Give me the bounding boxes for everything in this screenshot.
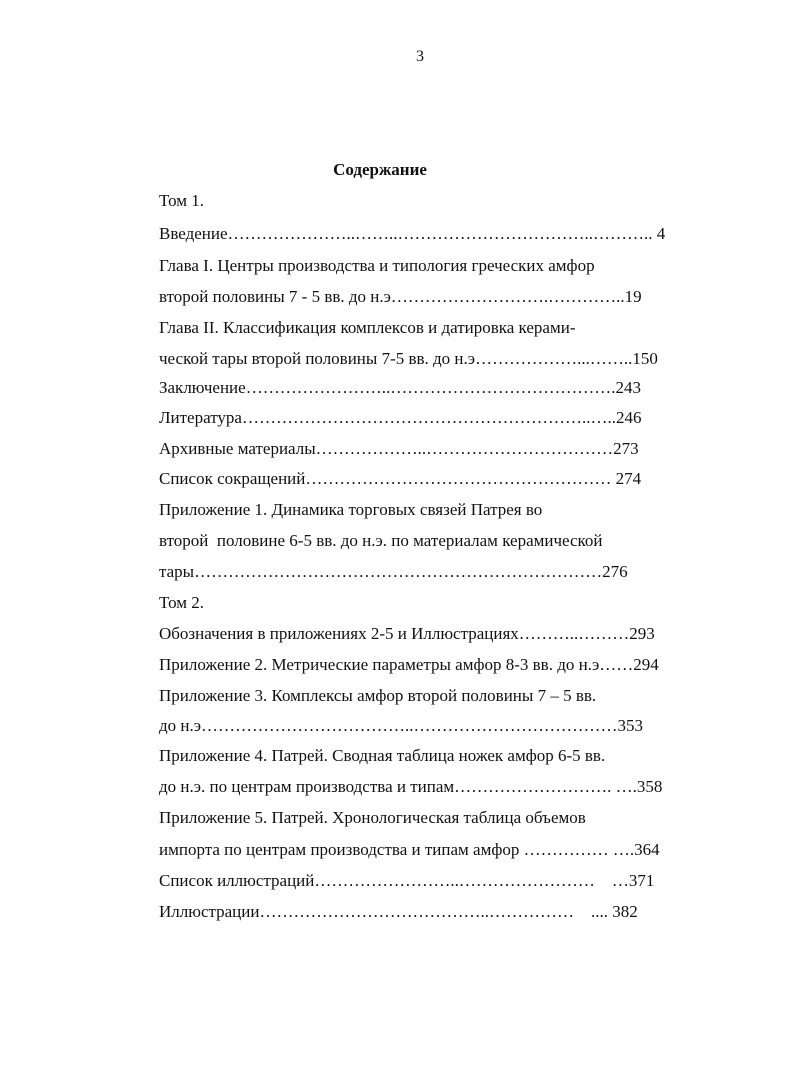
page-number: 3: [416, 48, 424, 65]
toc-entry: Архивные материалы………………..……………………………273: [159, 439, 639, 458]
toc-entry: Литература……………………………………………………..…..246: [159, 408, 642, 427]
toc-entry: Приложение 1. Динамика торговых связей Патрея во: [159, 500, 543, 519]
toc-entry: Заключение……………………..………………………………….243: [159, 378, 641, 397]
toc-entry: Введение…………………..……..……………………………..……….. 4: [159, 224, 666, 243]
toc-entry: второй половине 6-5 вв. до н.э. по материалам керамической: [159, 531, 603, 550]
toc-entry: Приложение 3. Комплексы амфор второй половины 7 – 5 вв.: [159, 686, 597, 705]
toc-entry: Иллюстрации…………………………………..…………… .... 382: [159, 902, 638, 921]
toc-volume-heading: Том 1.: [159, 191, 205, 210]
toc-entry: Глава II. Классификация комплексов и датировка керами-: [159, 318, 576, 337]
toc-entry: Список сокращений……………………………………………… 274: [159, 469, 642, 488]
toc-entry: тары………………………………………………………………276: [159, 562, 628, 581]
toc-entry: ческой тары второй половины 7-5 вв. до н.э………………...……..150: [159, 349, 658, 368]
toc-entry: Приложение 4. Патрей. Сводная таблица ножек амфор 6-5 вв.: [159, 746, 606, 765]
toc-title: Содержание: [333, 160, 427, 179]
toc-entry: Список иллюстраций……………………..…………………… …371: [159, 871, 655, 890]
toc-entry: Приложение 2. Метрические параметры амфор 8-3 вв. до н.э……294: [159, 655, 659, 674]
toc-entry: Приложение 5. Патрей. Хронологическая таблица объемов: [159, 808, 586, 827]
toc-entry: импорта по центрам производства и типам амфор …………… ….364: [159, 840, 660, 859]
toc-entry: до н.э. по центрам производства и типам………………………. ….358: [159, 777, 663, 796]
toc-entry: до н.э………………………………..………………………………353: [159, 716, 644, 735]
toc-entry: второй половины 7 - 5 вв. до н.э……………………….…………..19: [159, 287, 642, 306]
toc-entry: Глава I. Центры производства и типология греческих амфор: [159, 256, 595, 275]
toc-volume-heading: Том 2.: [159, 593, 205, 612]
toc-entry: Обозначения в приложениях 2-5 и Иллюстрациях………..………293: [159, 624, 655, 643]
